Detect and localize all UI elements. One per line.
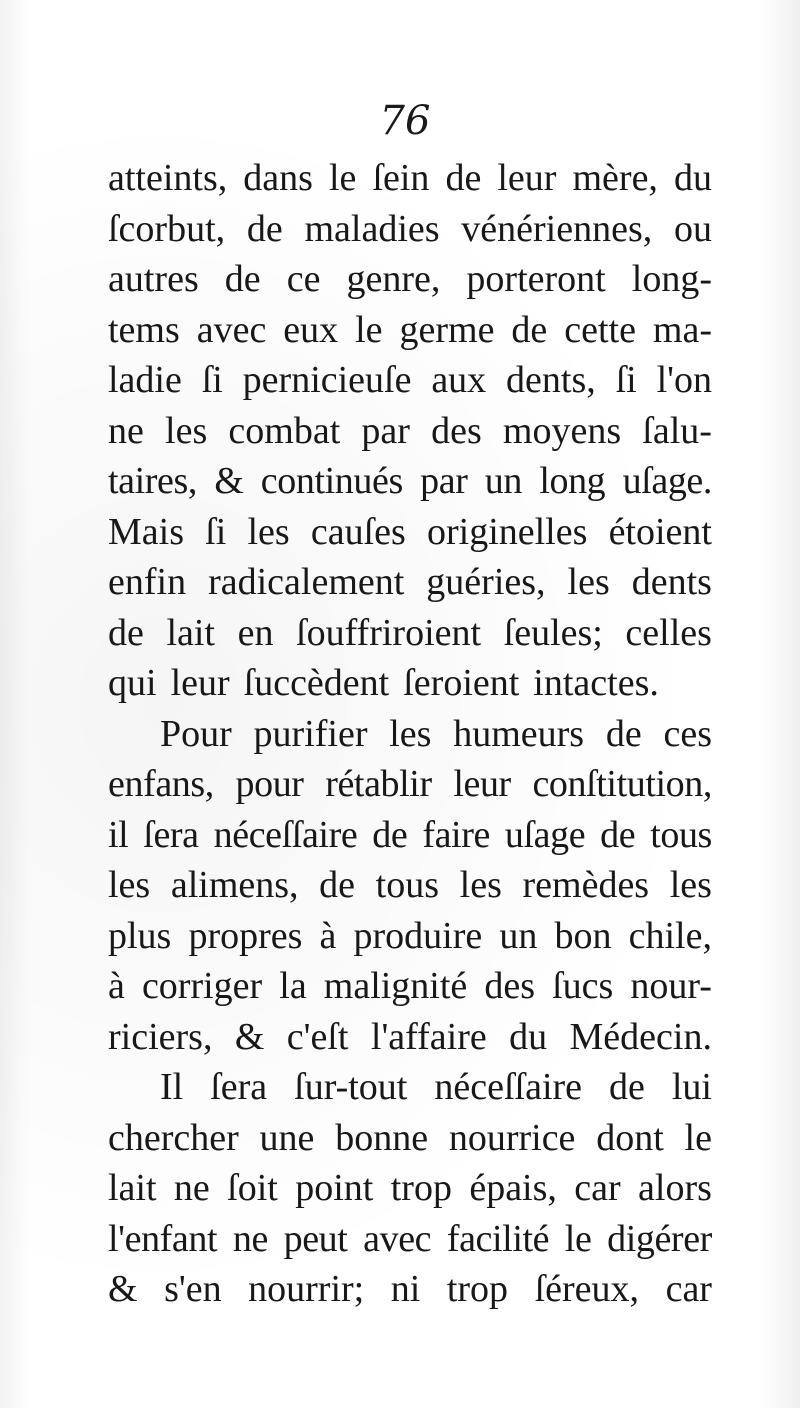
word: pernicieuſe [242, 359, 412, 401]
word: & [234, 1015, 265, 1058]
word: ne [232, 1217, 268, 1260]
word: par [361, 409, 410, 452]
word: genre, [346, 258, 441, 300]
word: ſouffriroient [296, 611, 482, 654]
word: à [319, 914, 337, 957]
word: purifier [253, 712, 368, 755]
text-line [108, 355, 712, 406]
word: par [420, 460, 468, 502]
word: ſur-tout [294, 1066, 408, 1108]
text-line [108, 153, 712, 204]
word: produire [353, 914, 483, 957]
paragraph-end-line [108, 1012, 712, 1063]
word: enfin [108, 561, 187, 603]
word: ſeroient [403, 662, 520, 704]
word: ſucs [552, 965, 614, 1007]
word: ſoit [227, 1167, 278, 1209]
word: ſein [372, 157, 430, 199]
word: leur [170, 662, 230, 704]
word: les [389, 712, 432, 755]
word: dents [631, 561, 712, 603]
text-line [108, 1163, 712, 1214]
word: les [567, 561, 610, 603]
word: eux [283, 308, 339, 351]
word: le [355, 308, 383, 351]
word: néceſſaire [434, 1066, 583, 1108]
word: bonne [335, 1116, 429, 1159]
word: Pour [160, 712, 232, 755]
word: humeurs [453, 712, 585, 755]
word: aux [431, 359, 487, 401]
word: ladie [108, 359, 182, 401]
word: lait [108, 1167, 157, 1209]
word: le [328, 157, 357, 199]
word: ce [286, 258, 321, 300]
word: celles [625, 611, 712, 654]
word: malignité [323, 965, 468, 1007]
word: avec [363, 1217, 432, 1260]
word: car [665, 1268, 712, 1310]
word: riciers, [108, 1015, 213, 1058]
word: nourrice [448, 1116, 576, 1159]
paragraph-start-line [108, 1062, 712, 1113]
word: de [600, 813, 636, 856]
text-line [108, 759, 712, 810]
text-line [108, 1264, 712, 1315]
word: l'enfant [108, 1217, 218, 1260]
word: qui [108, 662, 157, 704]
word: c'eſt [286, 1015, 349, 1058]
word: de [445, 157, 482, 199]
word: conſtitution, [532, 763, 712, 805]
word: dans [243, 157, 313, 199]
text-line [108, 406, 712, 457]
word: en [237, 611, 274, 654]
word: car [574, 1167, 621, 1209]
word: radicalement [208, 561, 405, 603]
text-line [108, 608, 712, 659]
word: un [484, 460, 522, 502]
word: cette [564, 308, 636, 351]
word: tems [108, 308, 180, 351]
text-line [108, 860, 712, 911]
word: ſi [201, 359, 223, 401]
word: nour- [630, 965, 712, 1007]
word: leur [453, 763, 511, 805]
word: long [539, 460, 606, 502]
text-line [108, 305, 712, 356]
word: les [247, 510, 290, 553]
word: Médecin. [569, 1015, 712, 1058]
word: de [609, 1066, 645, 1108]
word: vénériennes, [461, 207, 653, 250]
word: pour [235, 763, 304, 805]
word: ma- [652, 308, 712, 351]
word: corriger [141, 965, 263, 1007]
word: guéries, [426, 561, 546, 603]
text-line [108, 557, 712, 608]
word: alimens, [170, 864, 299, 906]
word: une [259, 1116, 315, 1159]
paragraph-start-line [108, 709, 712, 760]
word: de [605, 712, 642, 755]
word: uſage [504, 813, 586, 856]
page-number: 76 [379, 98, 431, 144]
word: ſalu- [642, 409, 712, 452]
word: ſera [143, 813, 199, 856]
word: le [684, 1116, 712, 1159]
word: alors [638, 1167, 712, 1209]
word: s'en [164, 1268, 222, 1310]
word: de [372, 813, 408, 856]
word: chile, [628, 914, 712, 957]
word: les [165, 409, 208, 452]
paragraph-end-line [108, 658, 712, 709]
word: ſuccèdent [243, 662, 390, 704]
body-text [108, 153, 712, 1315]
word: des [484, 965, 536, 1007]
word: des [431, 409, 482, 452]
word: ni [390, 1268, 421, 1310]
word: de [108, 611, 144, 654]
word: rétablir [325, 763, 432, 805]
word: facilité [446, 1217, 550, 1260]
word: germe [399, 308, 495, 351]
word: combat [228, 409, 341, 452]
word: moyens [502, 409, 622, 452]
text-line [108, 204, 712, 255]
word: intactes. [533, 662, 659, 704]
word: de [511, 308, 548, 351]
word: chercher [108, 1116, 239, 1159]
word: ſéreux, [534, 1268, 640, 1310]
word: ſeules; [503, 611, 603, 654]
word: lui [671, 1066, 712, 1108]
text-line [108, 911, 712, 962]
word: ou [673, 207, 712, 250]
word: l'on [656, 359, 712, 401]
word: du [673, 157, 712, 199]
word: atteints, [108, 157, 228, 199]
word: & [214, 460, 244, 502]
word: ſcorbut, [108, 207, 226, 250]
word: le [564, 1217, 592, 1260]
word: point [295, 1167, 374, 1209]
text-line [108, 810, 712, 861]
word: ces [663, 712, 712, 755]
word: un [499, 914, 538, 957]
word: les [108, 864, 151, 906]
word: l'affaire [370, 1015, 487, 1058]
word: nourrir; [248, 1268, 365, 1310]
word: la [279, 965, 307, 1007]
text-line [108, 1214, 712, 1265]
word: du [509, 1015, 548, 1058]
word: faire [422, 813, 490, 856]
word: peut [283, 1217, 348, 1260]
word: remèdes [522, 864, 650, 906]
word: maladies [304, 207, 440, 250]
word: tous [650, 813, 712, 856]
word: les [669, 864, 712, 906]
word: propres [188, 914, 303, 957]
word: les [459, 864, 502, 906]
word: de [319, 864, 356, 906]
word: uſage. [622, 460, 712, 502]
word: Mais [108, 510, 184, 553]
word: digérer [607, 1217, 712, 1260]
word: ſi [615, 359, 637, 401]
word: à [108, 965, 125, 1007]
word: trop [390, 1167, 452, 1209]
word: bon [554, 914, 612, 957]
word: avec [196, 308, 267, 351]
word: autres [108, 258, 199, 300]
word: originelles [426, 510, 588, 553]
word: épais, [469, 1167, 557, 1209]
word: de [224, 258, 261, 300]
word: continués [260, 460, 403, 502]
word: de [246, 207, 283, 250]
text-line [108, 1113, 712, 1164]
text-line [108, 254, 712, 305]
word: cauſes [310, 510, 406, 553]
word: tous [375, 864, 440, 906]
text-line [108, 507, 712, 558]
word: trop [446, 1268, 509, 1310]
word: taires, [108, 460, 197, 502]
word: néceſſaire [213, 813, 358, 856]
text-line [108, 961, 712, 1012]
word: ne [173, 1167, 210, 1209]
word: ſi [205, 510, 227, 553]
word: plus [108, 914, 172, 957]
word: enfans, [108, 763, 214, 805]
word: dont [596, 1116, 664, 1159]
word: étoient [608, 510, 712, 553]
word: lait [166, 611, 215, 654]
word: Il [160, 1066, 184, 1108]
word: long- [631, 258, 712, 300]
word: ne [108, 409, 144, 452]
text-line [108, 456, 712, 507]
word: & [108, 1268, 138, 1310]
word: porteront [466, 258, 606, 300]
word: il [108, 813, 129, 856]
word: leur [497, 157, 557, 199]
word: ſera [210, 1066, 268, 1108]
word: dents, [506, 359, 596, 401]
word: mère, [572, 157, 658, 199]
